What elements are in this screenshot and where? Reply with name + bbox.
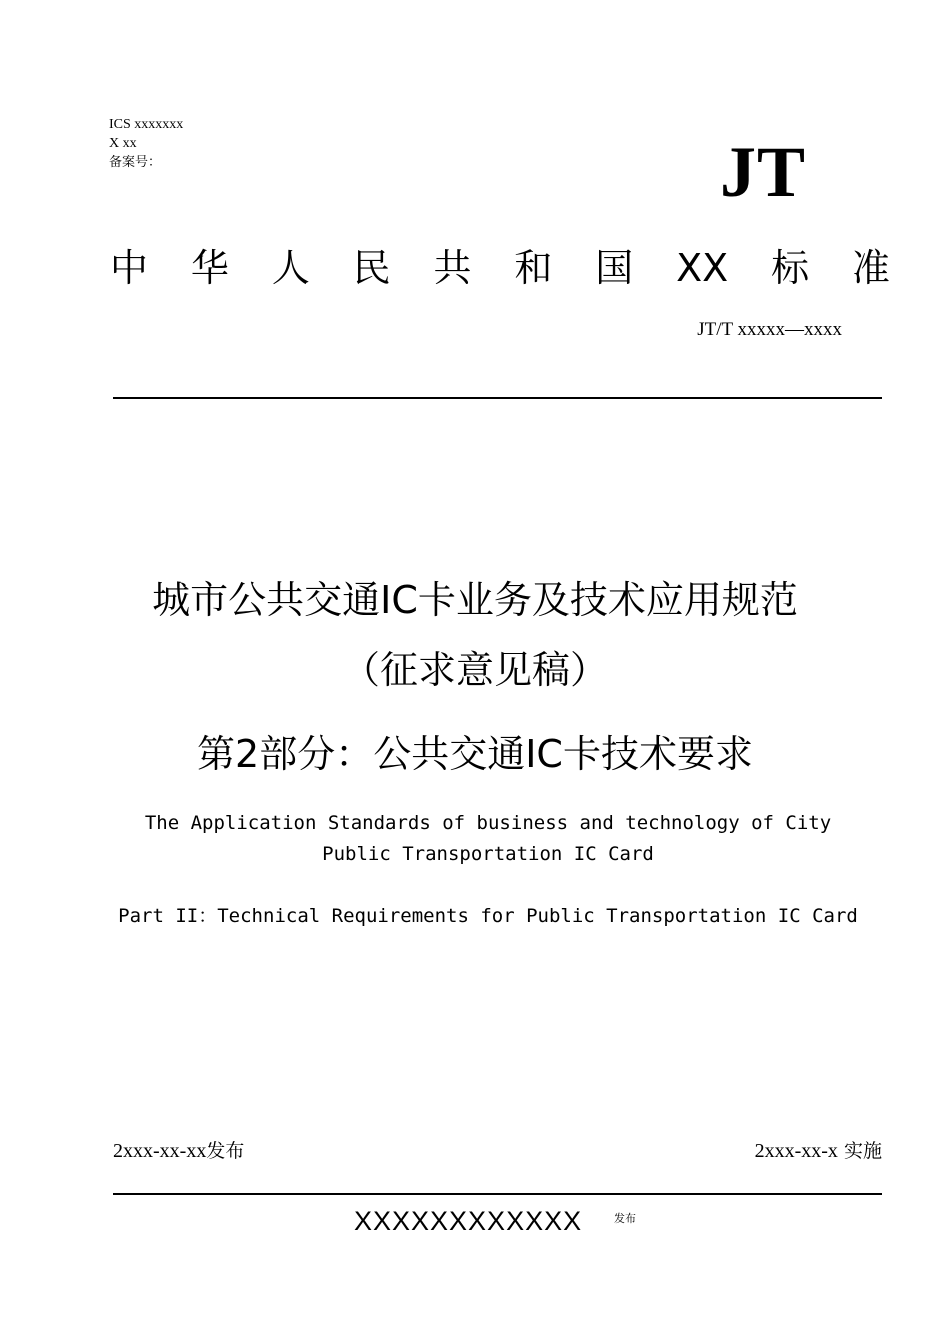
publish-label: 发布 — [206, 1140, 245, 1162]
part-title-cn: 第2部分：公共交通IC卡技术要求 — [197, 732, 753, 776]
issuer-suffix: 发布 — [614, 1212, 636, 1225]
heading-char: 华 — [190, 246, 229, 290]
heading-char: 准 — [851, 246, 890, 290]
standard-code: JT/T xxxxx—xxxx — [697, 319, 842, 340]
publish-date — [113, 1138, 244, 1164]
effective-date-value: 2xxx-xx-x — [754, 1140, 838, 1162]
heading-char: XX — [676, 246, 729, 290]
heading-char: 民 — [352, 246, 391, 290]
heading-char: 共 — [433, 246, 472, 290]
bottom-divider — [113, 1193, 882, 1195]
draft-status: （征求意见稿） — [341, 648, 608, 692]
classification-code: X xx — [109, 136, 137, 151]
effective-label: 实施 — [843, 1140, 882, 1162]
heading-char: 和 — [514, 246, 553, 290]
top-divider — [113, 397, 882, 399]
document-title-cn: 城市公共交通IC卡业务及技术应用规范 — [152, 578, 798, 622]
national-standard-heading — [110, 243, 890, 293]
issuing-authority: XXXXXXXXXXXX — [354, 1206, 583, 1236]
publish-date-value: 2xxx-xx-xx — [113, 1140, 207, 1162]
document-title-en-line1: The Application Standards of business and technology of City — [144, 812, 832, 834]
heading-char: 标 — [771, 246, 810, 290]
standard-logo: JT — [720, 132, 807, 212]
heading-char: 人 — [271, 246, 310, 290]
heading-char: 中 — [110, 246, 149, 290]
heading-char: 国 — [595, 246, 634, 290]
ics-number: ICS xxxxxxx — [109, 117, 184, 132]
record-number-label: 备案号： — [109, 155, 162, 170]
effective-date — [755, 1138, 882, 1164]
part-title-en: Part II：Technical Requirements for Public Transportation IC Card — [118, 905, 858, 927]
document-title-en-line2: Public Transportation IC Card — [322, 843, 654, 865]
